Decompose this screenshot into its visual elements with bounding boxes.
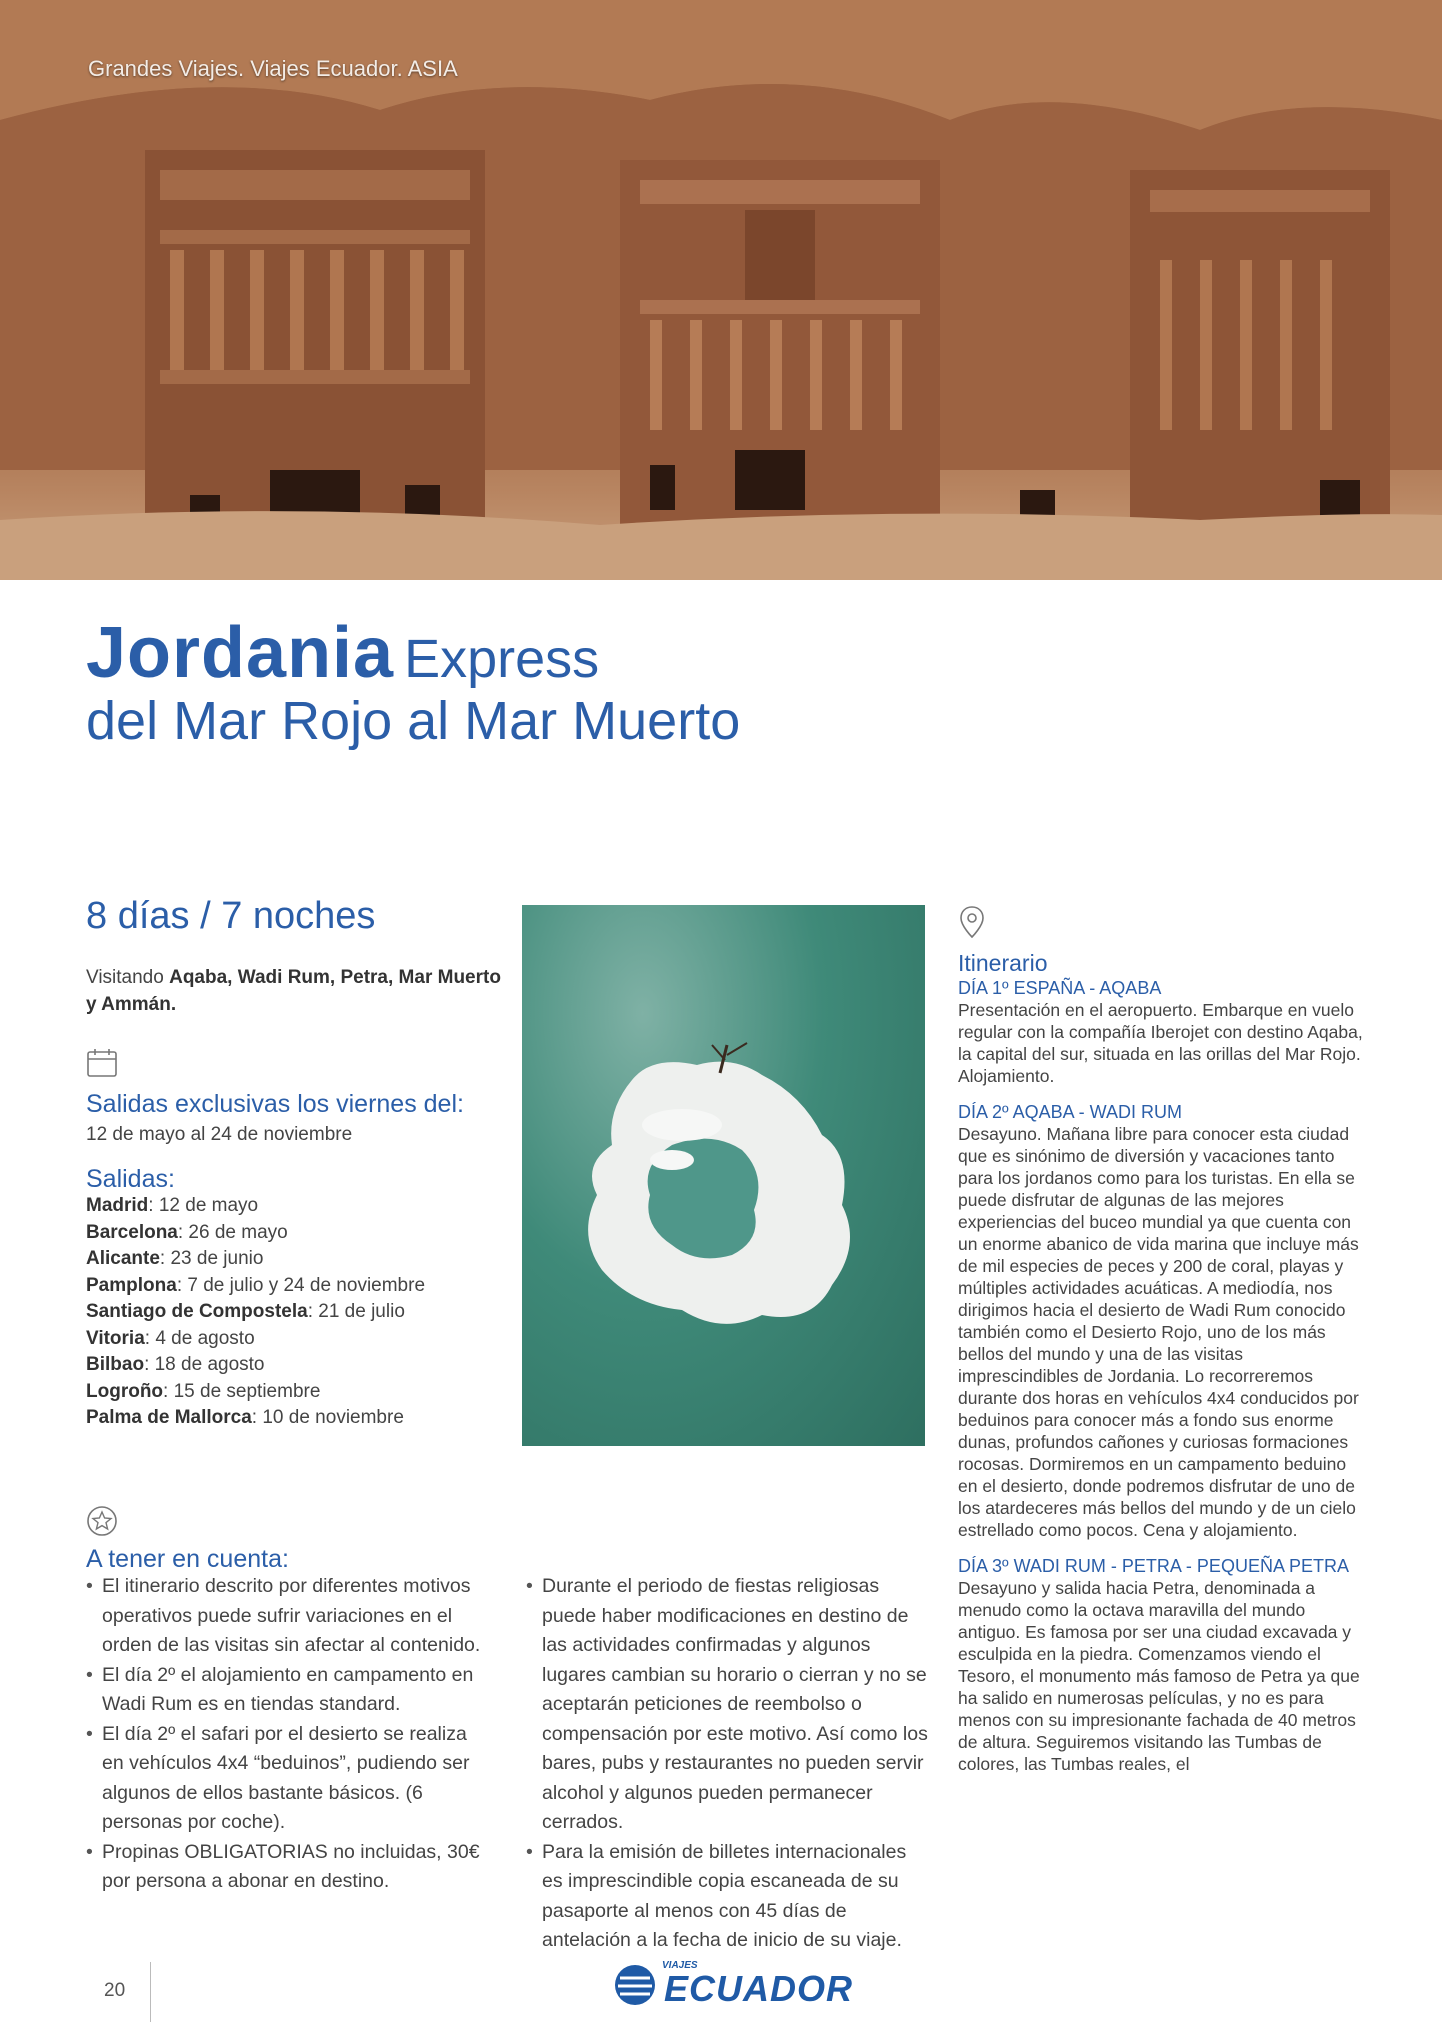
list-item bbox=[86, 1379, 506, 1406]
viajes-ecuador-logo bbox=[612, 1960, 854, 2010]
list-item bbox=[86, 1299, 506, 1326]
notes-list-right bbox=[526, 1572, 931, 1956]
trip-overview bbox=[86, 895, 506, 1432]
notes-list-left bbox=[86, 1572, 491, 1897]
departure-city: Vitoria bbox=[86, 1327, 145, 1349]
departure-dates: : 12 de mayo bbox=[148, 1195, 259, 1216]
list-item bbox=[86, 1246, 506, 1273]
departures-list-heading: Salidas: bbox=[86, 1165, 175, 1193]
list-item: • El día 2º el alojamiento en campamento en Wadi Rum es en tiendas standard. bbox=[86, 1661, 491, 1720]
departures-list bbox=[86, 1193, 506, 1432]
day-2-title: DÍA 2º AQABA - WADI RUM bbox=[958, 1102, 1182, 1122]
day-3-text: Desayuno y salida hacia Petra, denominada a menudo como la octava maravilla del mundo antiguo. Es famosa por ser una ciudad excavada y esculpida en la piedra. Comenzamos viendo el Tesoro, el monumento más famoso de Petra ya que ha salido en numerosas películas, y no es para menos con su impresionante fachada de 40 metros de altura. Seguiremos visitando las Tumbas de colores, las Tumbas reales, el bbox=[958, 1578, 1360, 1774]
dead-sea-salt-photo bbox=[522, 905, 925, 1446]
departure-dates: : 21 de julio bbox=[307, 1301, 405, 1322]
title-main: Jordania bbox=[86, 613, 395, 693]
departures-heading: Salidas exclusivas los viernes del: bbox=[86, 1090, 464, 1118]
departure-dates: : 26 de mayo bbox=[177, 1221, 288, 1243]
departure-city: Bilbao bbox=[86, 1354, 145, 1375]
day-1-text: Presentación en el aeropuerto. Embarque en vuelo regular con la compañía Iberojet con destino Aqaba, la capital del sur, situada en las orillas del Mar Rojo. Alojamiento. bbox=[958, 1000, 1363, 1086]
calendar-icon bbox=[86, 1048, 118, 1078]
itinerary-heading: Itinerario bbox=[958, 950, 1048, 976]
departure-city: Madrid bbox=[86, 1195, 149, 1216]
location-pin-icon bbox=[958, 905, 986, 939]
page-title bbox=[86, 612, 599, 694]
departure-dates: : 23 de junio bbox=[159, 1248, 264, 1269]
footer-divider bbox=[150, 1962, 151, 2022]
departure-dates: : 7 de julio y 24 de noviembre bbox=[176, 1274, 426, 1296]
list-item: • Durante el periodo de fiestas religiosas puede haber modificaciones en destino de las actividades confirmadas y algunos lugares cambian su horario o cierran y no se aceptarán peticiones de reembolso o compensación por este motivo. Así como los bares, pubs y restaurantes no pueden servir alcohol y algunos pueden permanecer cerrados. bbox=[526, 1572, 931, 1838]
departure-dates: : 18 de agosto bbox=[144, 1354, 265, 1375]
itinerary bbox=[958, 905, 1368, 1789]
list-item bbox=[86, 1352, 506, 1379]
star-icon bbox=[86, 1505, 118, 1537]
list-item bbox=[86, 1326, 506, 1353]
list-item bbox=[86, 1273, 506, 1300]
departure-city: Santiago de Compostela bbox=[86, 1301, 308, 1322]
list-item: • El día 2º el safari por el desierto se realiza en vehículos 4x4 “beduinos”, pudiendo ser algunos de ellos bastante básicos. (6 personas por coche). bbox=[86, 1720, 491, 1838]
day-3-title: DÍA 3º WADI RUM - PETRA - PEQUEÑA PETRA bbox=[958, 1556, 1349, 1576]
page-number: 20 bbox=[104, 1980, 126, 2001]
departure-dates: : 4 de agosto bbox=[144, 1327, 255, 1349]
hero-image-petra bbox=[0, 0, 1442, 580]
list-item: • El itinerario descrito por diferentes motivos operativos puede sufrir variaciones en el orden de las visitas sin afectar al contenido. bbox=[86, 1572, 491, 1661]
departure-city: Logroño bbox=[86, 1380, 164, 1402]
logo-mark-icon bbox=[612, 1962, 658, 2008]
list-item bbox=[86, 1405, 506, 1432]
list-item: • Para la emisión de billetes internacionales es imprescindible copia escaneada de su pasaporte al menos con 45 días de antelación a la fecha de inicio de su viaje. bbox=[526, 1838, 931, 1956]
trip-duration: 8 días / 7 noches bbox=[86, 895, 376, 937]
petra-illustration bbox=[0, 0, 1442, 580]
list-item bbox=[86, 1220, 506, 1247]
page-subtitle: del Mar Rojo al Mar Muerto bbox=[86, 691, 741, 751]
notes-header bbox=[86, 1505, 486, 1573]
list-item: • Propinas OBLIGATORIAS no incluidas, 30€ por persona a abonar en destino. bbox=[86, 1838, 491, 1897]
departure-city: Barcelona bbox=[86, 1221, 178, 1243]
departures-range: 12 de mayo al 24 de noviembre bbox=[86, 1124, 353, 1145]
departure-city: Alicante bbox=[86, 1248, 160, 1269]
departure-dates: : 15 de septiembre bbox=[163, 1380, 321, 1402]
day-2-text: Desayuno. Mañana libre para conocer esta ciudad que es sinónimo de diversión y vacaciones tanto para los jordanos como para los turistas. En ella se puede disfrutar de algunas de las mejores experiencias del buceo mundial ya que cuenta con un enorme abanico de vida marina que incluye más de mil especies de peces y 200 de coral, playas y múltiples actividades acuáticas. A mediodía, nos dirigimos hacia el desierto de Wadi Rum conocido también como el Desierto Rojo, uno de los más bellos del mundo y una de las visitas imprescindibles de Jordania. Lo recorreremos durante dos horas en vehículos 4x4 conducidos por beduinos para conocer más a fondo sus enorme dunas, profundos cañones y curiosas formaciones rocosas. Dormiremos en un campamento beduino en el desierto, donde podremos disfrutar de uno de los atardeceres más bellos del mundo y de un cielo estrellado como pocos. Cena y alojamiento. bbox=[958, 1124, 1359, 1540]
day-1-title: DÍA 1º ESPAÑA - AQABA bbox=[958, 978, 1162, 998]
logo-text: ECUADOR bbox=[664, 1968, 854, 2009]
list-item bbox=[86, 1193, 506, 1220]
visiting-prefix: Visitando bbox=[86, 967, 170, 988]
visiting-text bbox=[86, 964, 506, 1018]
breadcrumb: Grandes Viajes. Viajes Ecuador. ASIA bbox=[88, 56, 458, 81]
logo-small-text: VIAJES bbox=[662, 1960, 698, 1971]
departure-dates: : 10 de noviembre bbox=[251, 1407, 404, 1428]
salt-island-illustration bbox=[522, 905, 925, 1446]
departure-city: Palma de Mallorca bbox=[86, 1407, 252, 1428]
departure-city: Pamplona bbox=[86, 1274, 177, 1296]
notes-heading: A tener en cuenta: bbox=[86, 1545, 289, 1573]
visiting-places: Aqaba, Wadi Rum, Petra, Mar Muerto y Ammán. bbox=[86, 967, 501, 1015]
title-light: Express bbox=[404, 629, 600, 689]
